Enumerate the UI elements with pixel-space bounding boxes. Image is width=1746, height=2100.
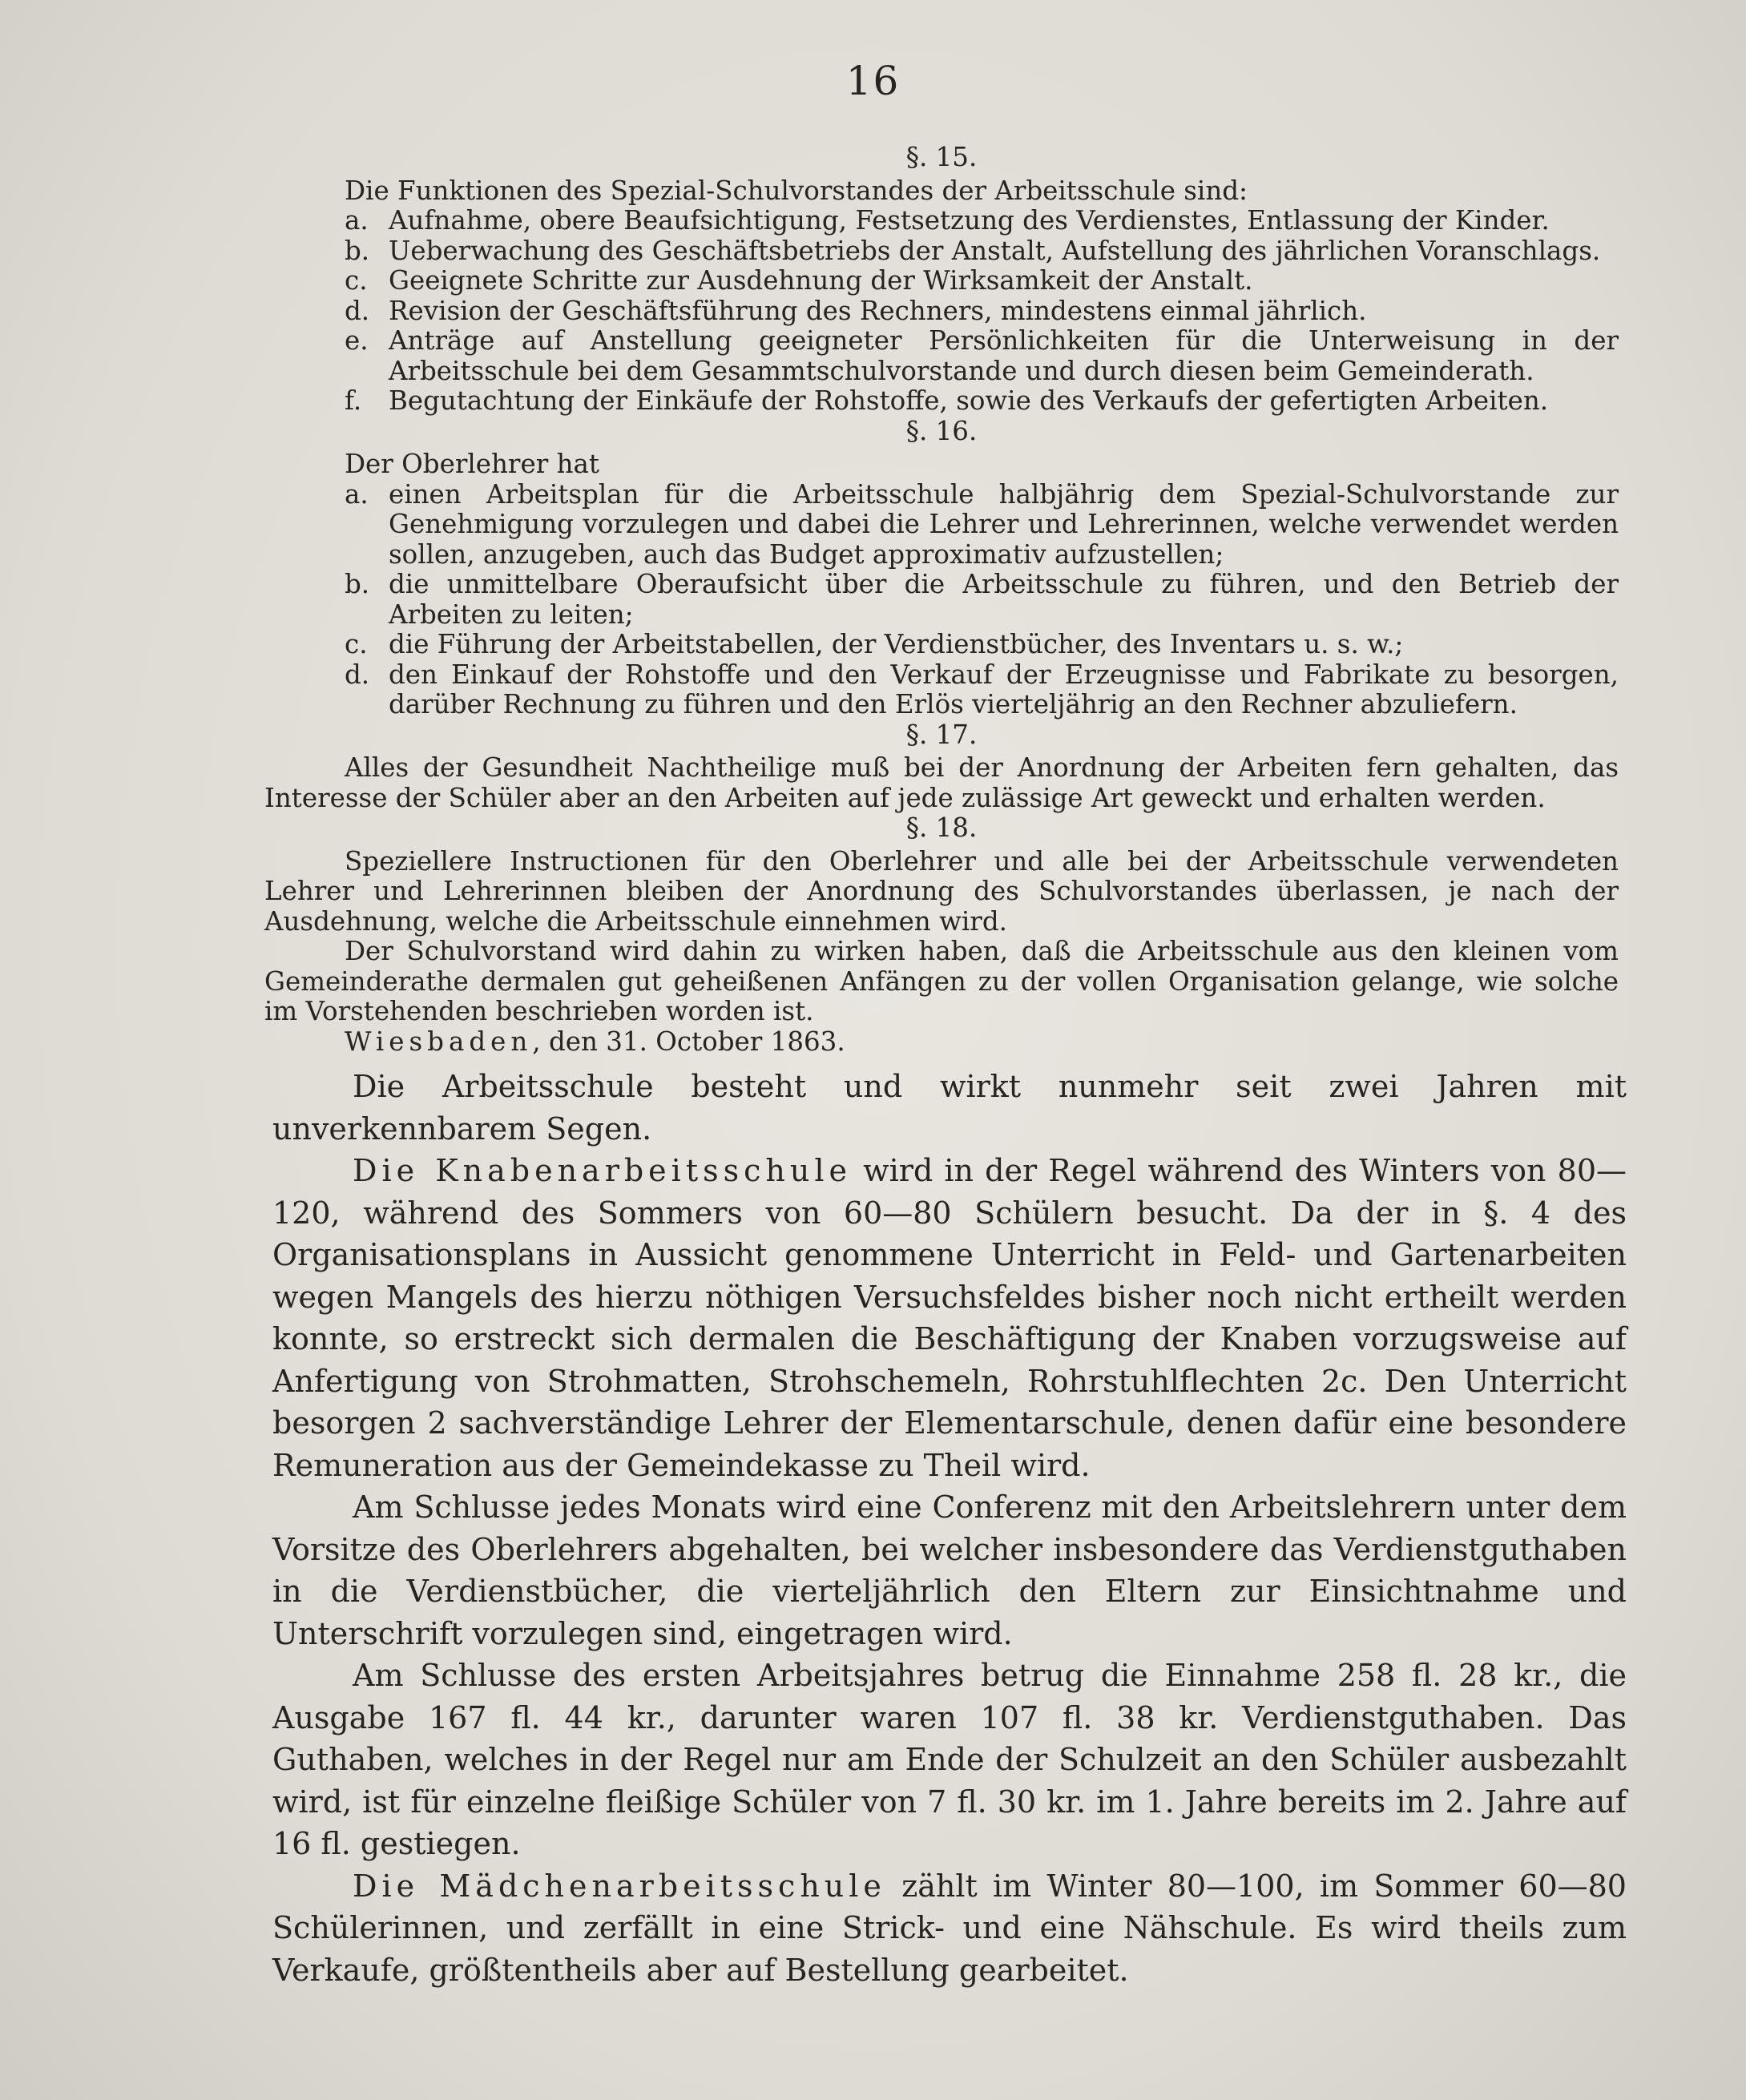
item-text: den Einkauf der Rohstoffe und den Verkauf der Erzeugnisse und Fabrikate zu besorgen, darüber Rechnung zu führen und den Erlös vierteljährig an den Rechner abzuliefern. <box>389 659 1619 719</box>
item-label: e. <box>345 325 369 356</box>
item-label: c. <box>345 265 368 296</box>
section-18 <box>264 813 1619 1057</box>
item-text: die unmittelbare Oberaufsicht über die Arbeitsschule zu führen, und den Betrieb der Arbeiten zu leiten; <box>389 569 1619 630</box>
item-text: Aufnahme, obere Beaufsichtigung, Festsetzung des Verdienstes, Entlassung der Kinder. <box>389 205 1550 236</box>
section-15 <box>264 143 1619 417</box>
list-item <box>264 236 1619 267</box>
report-text <box>272 1066 1627 1991</box>
section-paragraph: Der Schulvorstand wird dahin zu wirken haben, daß die Arbeitsschule aus den kleinen vom Gemeinderathe dermalen gut geheißenen Anfängen zu der vollen Organisation gelange, wie solche im Vorstehenden beschrieben worden ist. <box>264 936 1619 1026</box>
section-heading: §. 17. <box>905 719 978 750</box>
section-16 <box>264 417 1619 720</box>
list-item <box>264 480 1619 570</box>
list-item <box>264 206 1619 236</box>
section-heading: §. 15. <box>905 142 978 172</box>
statute-text <box>264 143 1619 1057</box>
item-text: Geeignete Schritte zur Ausdehnung der Wirksamkeit der Anstalt. <box>389 265 1253 296</box>
item-label: c. <box>345 629 368 659</box>
item-text: Revision der Geschäftsführung des Rechners, mindestens einmal jährlich. <box>389 295 1367 326</box>
list-item <box>264 660 1619 720</box>
date-line <box>264 1027 1619 1058</box>
item-text: Begutachtung der Einkäufe der Rohstoffe, sowie des Verkaufs der gefertigten Arbeiten. <box>389 385 1549 416</box>
report-paragraph: Am Schlusse des ersten Arbeitsjahres betrug die Einnahme 258 fl. 28 kr., die Ausgabe 167 fl. 44 kr., darunter waren 107 fl. 38 kr. Verdienstguthaben. Das Guthaben, welches in der Regel nur am Ende der Schulzeit an den Schüler ausbezahlt wird, ist für einzelne fleißige Schüler von 7 fl. 30 kr. im 1. Jahre bereits im 2. Jahre auf 16 fl. gestiegen. <box>272 1658 1627 1861</box>
section-intro: Die Funktionen des Spezial-Schulvorstandes der Arbeitsschule sind: <box>345 175 1248 206</box>
item-text: Ueberwachung des Geschäftsbetriebs der Anstalt, Aufstellung des jährlichen Voranschlags. <box>389 235 1601 266</box>
date-place: Wiesbaden <box>345 1026 533 1057</box>
boys-school-label: Die Knabenarbeitsschule <box>353 1153 852 1188</box>
girls-school-text: zählt im Winter 80—100, im Sommer 60—80 Schülerinnen, und zerfällt in eine Strick- und eine Nähschule. Es wird theils zum Verkaufe, größtentheils aber auf Bestellung gearbeitet. <box>272 1868 1627 1988</box>
item-label: a. <box>345 478 369 510</box>
list-item <box>264 630 1619 660</box>
section-heading: §. 16. <box>905 415 978 446</box>
list-item <box>264 296 1619 327</box>
section-intro: Der Oberlehrer hat <box>345 449 599 479</box>
section-paragraph: Alles der Gesundheit Nachtheilige muß bei der Anordnung der Arbeiten fern gehalten, das Interesse der Schüler aber an den Arbeiten auf jede zulässige Art geweckt und erhalten werden. <box>264 752 1619 813</box>
item-label: f. <box>345 385 362 416</box>
girls-school-label: Die Mädchenarbeitsschule <box>353 1868 886 1904</box>
boys-school-text: wird in der Regel während des Winters von 80—120, während des Sommers von 60—80 Schülern besucht. Da der in §. 4 des Organisationsplans in Aussicht genommene Unterricht in Feld- und Gartenarbeiten wegen Mangels des hierzu nöthigen Versuchsfeldes bisher noch nicht ertheilt werden konnte, so erstreckt sich dermalen die Beschäftigung der Knaben vorzugsweise auf Anfertigung von Strohmatten, Strohschemeln, Rohrstuhlflechten 2c. Den Unterricht besorgen 2 sachverständige Lehrer der Elementarschule, denen dafür eine besondere Remuneration aus der Gemeindekasse zu Theil wird. <box>272 1153 1627 1483</box>
list-item <box>264 266 1619 296</box>
page-number: 16 <box>845 58 901 104</box>
item-label: d. <box>345 295 370 326</box>
report-paragraph <box>272 1865 1627 1992</box>
item-text: die Führung der Arbeitstabellen, der Verdienstbücher, des Inventars u. s. w.; <box>389 629 1404 659</box>
item-label: b. <box>345 235 370 266</box>
section-paragraph: Speziellere Instructionen für den Oberlehrer und alle bei der Arbeitsschule verwendeten Lehrer und Lehrerinnen bleiben der Anordnung des Schulvorstandes überlassen, je nach der Ausdehnung, welche die Arbeitsschule einnehmen wird. <box>264 845 1619 937</box>
date-text: , den 31. October 1863. <box>532 1026 845 1057</box>
list-item <box>264 326 1619 386</box>
item-label: b. <box>345 569 370 599</box>
item-text: einen Arbeitsplan für die Arbeitsschule halbjährig dem Spezial-Schulvorstande zur Genehmigung vorzulegen und dabei die Lehrer und Lehrerinnen, welche verwendet werden sollen, anzugeben, auch das Budget approximativ aufzustellen; <box>389 478 1619 570</box>
list-item <box>264 570 1619 630</box>
report-paragraph: Die Arbeitsschule besteht und wirkt nunmehr seit zwei Jahren mit unverkennbarem Segen. <box>272 1069 1627 1147</box>
item-label: d. <box>345 659 370 690</box>
list-item <box>264 386 1619 417</box>
section-heading: §. 18. <box>905 812 978 843</box>
section-17 <box>264 720 1619 814</box>
report-paragraph: Am Schlusse jedes Monats wird eine Conferenz mit den Arbeitslehrern unter dem Vorsitze des Oberlehrers abgehalten, bei welcher insbesondere das Verdienstguthaben in die Verdienstbücher, die vierteljährlich den Eltern zur Einsichtnahme und Unterschrift vorzulegen sind, eingetragen wird. <box>272 1489 1627 1651</box>
item-label: a. <box>345 205 369 236</box>
item-text: Anträge auf Anstellung geeigneter Persönlichkeiten für die Unterweisung in der Arbeitsschule bei dem Gesammtschulvorstande und durch diesen beim Gemeinderath. <box>389 325 1619 386</box>
report-paragraph <box>272 1150 1627 1486</box>
